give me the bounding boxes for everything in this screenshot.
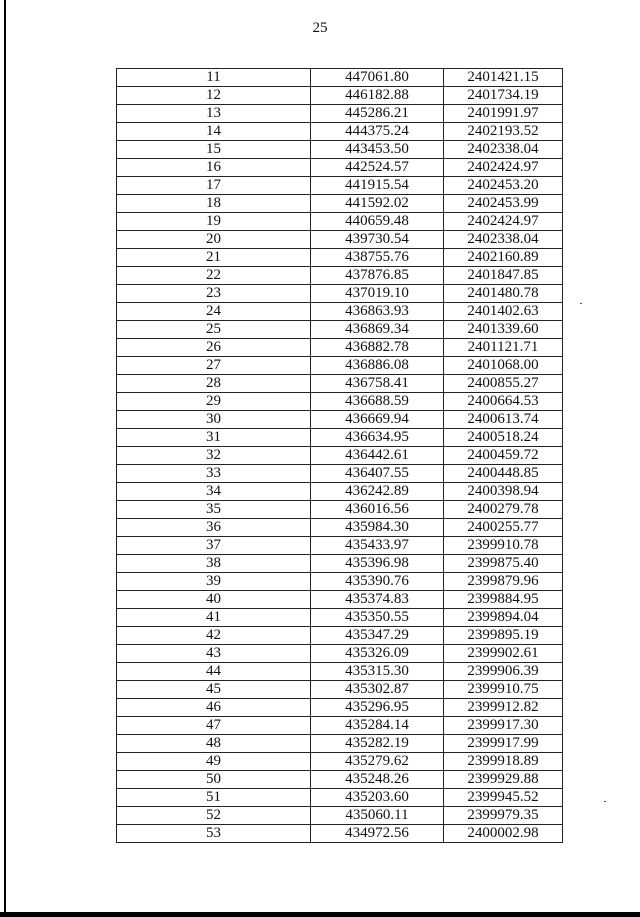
y-coordinate-cell: 2401847.85 xyxy=(444,267,563,285)
point-number-cell: 13 xyxy=(117,105,311,123)
table-row xyxy=(117,681,563,699)
x-coordinate-cell: 435203.60 xyxy=(311,789,444,807)
y-coordinate-cell: 2402338.04 xyxy=(444,141,563,159)
x-coordinate-cell: 435433.97 xyxy=(311,537,444,555)
point-number-cell: 39 xyxy=(117,573,311,591)
x-coordinate-cell: 436016.56 xyxy=(311,501,444,519)
x-coordinate-cell: 435060.11 xyxy=(311,807,444,825)
y-coordinate-cell: 2399875.40 xyxy=(444,555,563,573)
x-coordinate-cell: 435296.95 xyxy=(311,699,444,717)
table-row xyxy=(117,285,563,303)
x-coordinate-cell: 436669.94 xyxy=(311,411,444,429)
x-coordinate-cell: 439730.54 xyxy=(311,231,444,249)
point-number-cell: 23 xyxy=(117,285,311,303)
x-coordinate-cell: 435302.87 xyxy=(311,681,444,699)
table-row xyxy=(117,771,563,789)
x-coordinate-cell: 436863.93 xyxy=(311,303,444,321)
y-coordinate-cell: 2400448.85 xyxy=(444,465,563,483)
point-number-cell: 51 xyxy=(117,789,311,807)
y-coordinate-cell: 2399929.88 xyxy=(444,771,563,789)
point-number-cell: 33 xyxy=(117,465,311,483)
point-number-cell: 17 xyxy=(117,177,311,195)
table-row xyxy=(117,249,563,267)
y-coordinate-cell: 2400002.98 xyxy=(444,825,563,843)
y-coordinate-cell: 2400855.27 xyxy=(444,375,563,393)
y-coordinate-cell: 2399894.04 xyxy=(444,609,563,627)
point-number-cell: 44 xyxy=(117,663,311,681)
table-row xyxy=(117,609,563,627)
table-row xyxy=(117,717,563,735)
y-coordinate-cell: 2399912.82 xyxy=(444,699,563,717)
x-coordinate-cell: 440659.48 xyxy=(311,213,444,231)
table-row xyxy=(117,195,563,213)
x-coordinate-cell: 435396.98 xyxy=(311,555,444,573)
table-row xyxy=(117,555,563,573)
y-coordinate-cell: 2400398.94 xyxy=(444,483,563,501)
x-coordinate-cell: 435315.30 xyxy=(311,663,444,681)
table-row xyxy=(117,825,563,843)
point-number-cell: 20 xyxy=(117,231,311,249)
point-number-cell: 41 xyxy=(117,609,311,627)
point-number-cell: 31 xyxy=(117,429,311,447)
point-number-cell: 50 xyxy=(117,771,311,789)
point-number-cell: 29 xyxy=(117,393,311,411)
y-coordinate-cell: 2401991.97 xyxy=(444,105,563,123)
table-row xyxy=(117,69,563,87)
point-number-cell: 25 xyxy=(117,321,311,339)
y-coordinate-cell: 2399979.35 xyxy=(444,807,563,825)
y-coordinate-cell: 2399910.75 xyxy=(444,681,563,699)
y-coordinate-cell: 2401402.63 xyxy=(444,303,563,321)
point-number-cell: 28 xyxy=(117,375,311,393)
table-row xyxy=(117,627,563,645)
y-coordinate-cell: 2399910.78 xyxy=(444,537,563,555)
table-row xyxy=(117,411,563,429)
table-row xyxy=(117,375,563,393)
table-row xyxy=(117,87,563,105)
table-row xyxy=(117,303,563,321)
y-coordinate-cell: 2400279.78 xyxy=(444,501,563,519)
point-number-cell: 38 xyxy=(117,555,311,573)
point-number-cell: 43 xyxy=(117,645,311,663)
point-number-cell: 15 xyxy=(117,141,311,159)
y-coordinate-cell: 2402160.89 xyxy=(444,249,563,267)
point-number-cell: 26 xyxy=(117,339,311,357)
table-row xyxy=(117,483,563,501)
scan-speck xyxy=(604,801,606,802)
point-number-cell: 40 xyxy=(117,591,311,609)
table-row xyxy=(117,393,563,411)
table-row xyxy=(117,807,563,825)
x-coordinate-cell: 436758.41 xyxy=(311,375,444,393)
point-number-cell: 18 xyxy=(117,195,311,213)
point-number-cell: 19 xyxy=(117,213,311,231)
x-coordinate-cell: 444375.24 xyxy=(311,123,444,141)
y-coordinate-cell: 2400664.53 xyxy=(444,393,563,411)
y-coordinate-cell: 2401421.15 xyxy=(444,69,563,87)
point-number-cell: 16 xyxy=(117,159,311,177)
point-number-cell: 52 xyxy=(117,807,311,825)
table-row xyxy=(117,357,563,375)
y-coordinate-cell: 2402453.20 xyxy=(444,177,563,195)
x-coordinate-cell: 442524.57 xyxy=(311,159,444,177)
table-row xyxy=(117,105,563,123)
point-number-cell: 12 xyxy=(117,87,311,105)
table-row xyxy=(117,753,563,771)
y-coordinate-cell: 2399917.99 xyxy=(444,735,563,753)
table-row xyxy=(117,267,563,285)
table-row xyxy=(117,519,563,537)
y-coordinate-cell: 2399906.39 xyxy=(444,663,563,681)
x-coordinate-cell: 435282.19 xyxy=(311,735,444,753)
point-number-cell: 36 xyxy=(117,519,311,537)
point-number-cell: 47 xyxy=(117,717,311,735)
point-number-cell: 48 xyxy=(117,735,311,753)
x-coordinate-cell: 436242.89 xyxy=(311,483,444,501)
table-row xyxy=(117,321,563,339)
page-number: 25 xyxy=(312,20,328,36)
y-coordinate-cell: 2399917.30 xyxy=(444,717,563,735)
table-row xyxy=(117,663,563,681)
y-coordinate-cell: 2399879.96 xyxy=(444,573,563,591)
point-number-cell: 21 xyxy=(117,249,311,267)
table-row xyxy=(117,501,563,519)
x-coordinate-cell: 447061.80 xyxy=(311,69,444,87)
table-row xyxy=(117,177,563,195)
x-coordinate-cell: 435984.30 xyxy=(311,519,444,537)
y-coordinate-cell: 2402424.97 xyxy=(444,159,563,177)
x-coordinate-cell: 435390.76 xyxy=(311,573,444,591)
y-coordinate-cell: 2402193.52 xyxy=(444,123,563,141)
scan-left-edge xyxy=(4,0,6,917)
table-row xyxy=(117,699,563,717)
y-coordinate-cell: 2402338.04 xyxy=(444,231,563,249)
x-coordinate-cell: 435279.62 xyxy=(311,753,444,771)
x-coordinate-cell: 435326.09 xyxy=(311,645,444,663)
point-number-cell: 42 xyxy=(117,627,311,645)
point-number-cell: 35 xyxy=(117,501,311,519)
y-coordinate-cell: 2399895.19 xyxy=(444,627,563,645)
x-coordinate-cell: 436688.59 xyxy=(311,393,444,411)
y-coordinate-cell: 2400613.74 xyxy=(444,411,563,429)
y-coordinate-cell: 2401121.71 xyxy=(444,339,563,357)
x-coordinate-cell: 445286.21 xyxy=(311,105,444,123)
table-row xyxy=(117,735,563,753)
x-coordinate-cell: 446182.88 xyxy=(311,87,444,105)
x-coordinate-cell: 435248.26 xyxy=(311,771,444,789)
y-coordinate-cell: 2401068.00 xyxy=(444,357,563,375)
x-coordinate-cell: 438755.76 xyxy=(311,249,444,267)
point-number-cell: 49 xyxy=(117,753,311,771)
point-number-cell: 22 xyxy=(117,267,311,285)
table-row xyxy=(117,429,563,447)
table-row xyxy=(117,465,563,483)
y-coordinate-cell: 2399884.95 xyxy=(444,591,563,609)
table-row xyxy=(117,213,563,231)
point-number-cell: 34 xyxy=(117,483,311,501)
x-coordinate-cell: 437019.10 xyxy=(311,285,444,303)
y-coordinate-cell: 2401339.60 xyxy=(444,321,563,339)
coordinates-table xyxy=(116,68,563,843)
table-row xyxy=(117,123,563,141)
point-number-cell: 27 xyxy=(117,357,311,375)
table-row xyxy=(117,141,563,159)
table-row xyxy=(117,339,563,357)
y-coordinate-cell: 2402424.97 xyxy=(444,213,563,231)
point-number-cell: 30 xyxy=(117,411,311,429)
y-coordinate-cell: 2399902.61 xyxy=(444,645,563,663)
point-number-cell: 53 xyxy=(117,825,311,843)
table-row xyxy=(117,231,563,249)
point-number-cell: 24 xyxy=(117,303,311,321)
table-row xyxy=(117,573,563,591)
y-coordinate-cell: 2399918.89 xyxy=(444,753,563,771)
x-coordinate-cell: 436882.78 xyxy=(311,339,444,357)
x-coordinate-cell: 436634.95 xyxy=(311,429,444,447)
point-number-cell: 45 xyxy=(117,681,311,699)
x-coordinate-cell: 437876.85 xyxy=(311,267,444,285)
x-coordinate-cell: 435374.83 xyxy=(311,591,444,609)
x-coordinate-cell: 441915.54 xyxy=(311,177,444,195)
x-coordinate-cell: 435284.14 xyxy=(311,717,444,735)
x-coordinate-cell: 441592.02 xyxy=(311,195,444,213)
scan-bottom-edge xyxy=(0,912,640,917)
x-coordinate-cell: 435350.55 xyxy=(311,609,444,627)
scan-speck xyxy=(580,303,582,304)
x-coordinate-cell: 434972.56 xyxy=(311,825,444,843)
table-row xyxy=(117,447,563,465)
table-row xyxy=(117,159,563,177)
x-coordinate-cell: 436886.08 xyxy=(311,357,444,375)
y-coordinate-cell: 2401480.78 xyxy=(444,285,563,303)
point-number-cell: 37 xyxy=(117,537,311,555)
y-coordinate-cell: 2400255.77 xyxy=(444,519,563,537)
x-coordinate-cell: 436869.34 xyxy=(311,321,444,339)
point-number-cell: 32 xyxy=(117,447,311,465)
x-coordinate-cell: 436442.61 xyxy=(311,447,444,465)
table-row xyxy=(117,789,563,807)
coordinates-table-body xyxy=(117,69,563,843)
y-coordinate-cell: 2400518.24 xyxy=(444,429,563,447)
point-number-cell: 14 xyxy=(117,123,311,141)
y-coordinate-cell: 2401734.19 xyxy=(444,87,563,105)
y-coordinate-cell: 2400459.72 xyxy=(444,447,563,465)
point-number-cell: 46 xyxy=(117,699,311,717)
y-coordinate-cell: 2399945.52 xyxy=(444,789,563,807)
x-coordinate-cell: 443453.50 xyxy=(311,141,444,159)
point-number-cell: 11 xyxy=(117,69,311,87)
y-coordinate-cell: 2402453.99 xyxy=(444,195,563,213)
table-row xyxy=(117,591,563,609)
table-row xyxy=(117,645,563,663)
x-coordinate-cell: 435347.29 xyxy=(311,627,444,645)
x-coordinate-cell: 436407.55 xyxy=(311,465,444,483)
table-row xyxy=(117,537,563,555)
